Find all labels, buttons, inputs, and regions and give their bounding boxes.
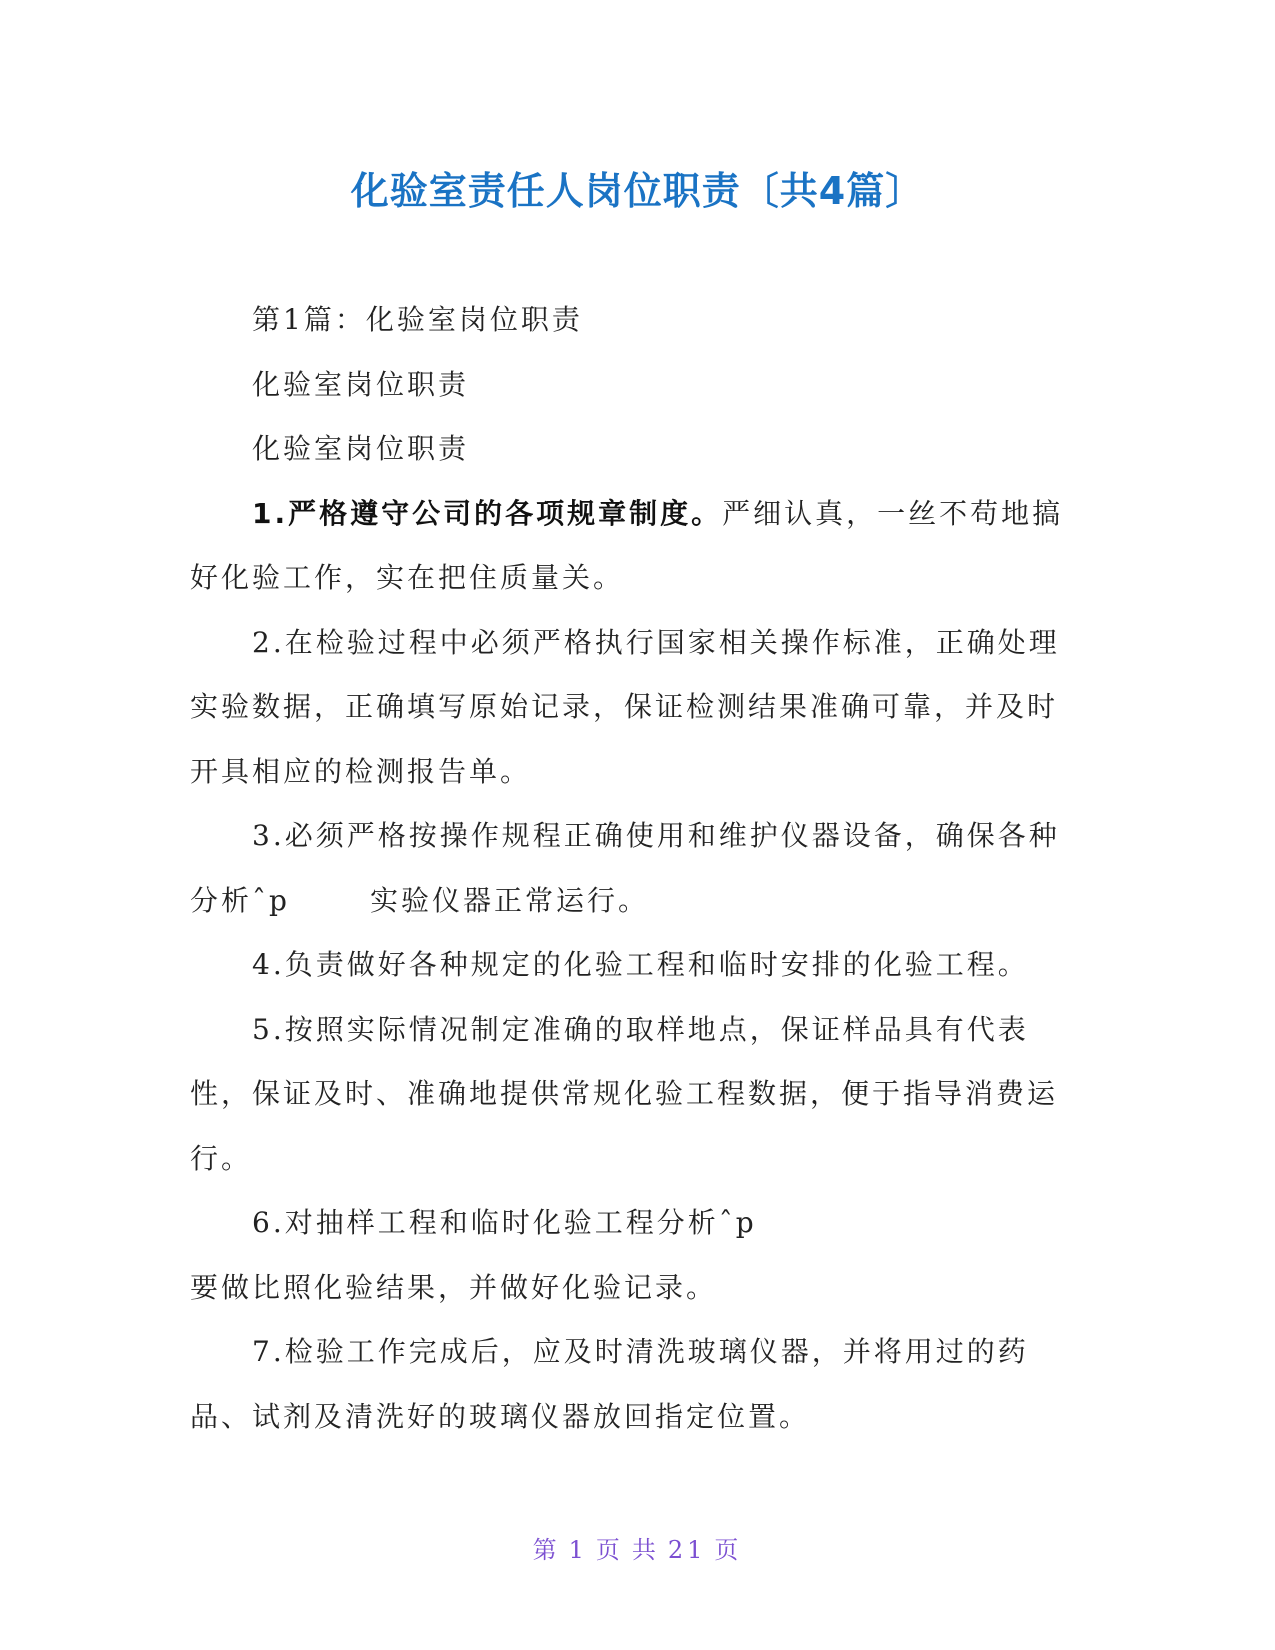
- paragraph-item-1-lead: 1.严格遵守公司的各项规章制度。: [252, 496, 723, 530]
- paragraph-item-1: [190, 482, 1085, 611]
- page-footer: [0, 1530, 1275, 1565]
- paragraph-item-3-part-b: 实验仪器正常运行。: [369, 883, 649, 917]
- paragraph-item-3: [190, 804, 1085, 933]
- footer-page-unit: 页: [595, 1536, 624, 1564]
- footer-total-unit: 页: [714, 1536, 743, 1564]
- paragraph-item-4: 4.负责做好各种规定的化验工程和临时安排的化验工程。: [252, 948, 1029, 981]
- paragraph-item-1-rest: 严细认真，一丝不苟地搞好化验工作，实在把住质量关。: [190, 496, 1064, 594]
- footer-page-number: 1: [568, 1536, 588, 1564]
- paragraph-item-7: 7.检验工作完成后，应及时清洗玻璃仪器，并将用过的药品、试剂及清洗好的玻璃仪器放回指定位置。: [190, 1335, 1029, 1433]
- footer-total-label: 共: [631, 1536, 660, 1564]
- paragraph-item-6-continued: 要做比照化验结果，并做好化验记录。: [190, 1270, 718, 1304]
- paragraph-item-2: 2.在检验过程中必须严格执行国家相关操作标准，正确处理实验数据，正确填写原始记录，保证检测结果准确可靠，并及时开具相应的检测报告单。: [190, 625, 1060, 788]
- paragraph-section-heading: 第1篇：化验室岗位职责: [252, 303, 583, 336]
- paragraph-subtitle-repeat: 化验室岗位职责: [252, 432, 470, 465]
- paragraph-item-3-part-a: 3.必须严格按操作规程正确使用和维护仪器设备，确保各种分析ˆp: [190, 819, 1060, 917]
- footer-page-label: 第: [532, 1536, 561, 1564]
- footer-total-number: 21: [667, 1536, 707, 1564]
- paragraph-item-5: 5.按照实际情况制定准确的取样地点，保证样品具有代表性，保证及时、准确地提供常规化验工程数据，便于指导消费运行。: [190, 1012, 1059, 1175]
- document-title: 化验室责任人岗位职责〔共4篇〕: [350, 169, 925, 213]
- paragraph-subtitle: 化验室岗位职责: [252, 367, 470, 401]
- document-body: [190, 288, 1085, 1449]
- paragraph-item-6: 6.对抽样工程和临时化验工程分析ˆp: [252, 1206, 757, 1239]
